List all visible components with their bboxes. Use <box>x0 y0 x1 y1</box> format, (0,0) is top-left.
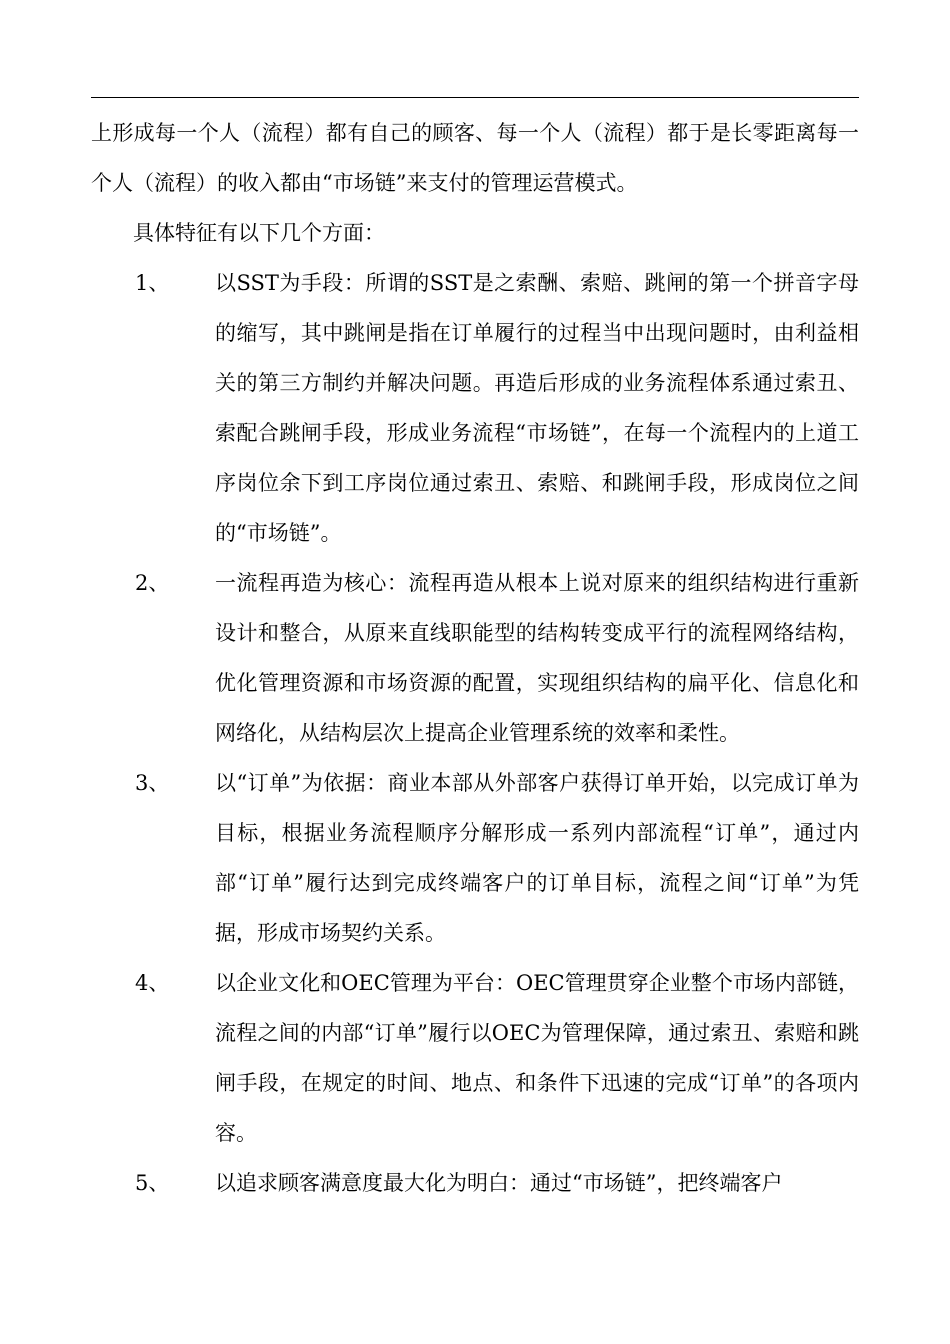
header-rule <box>91 97 859 98</box>
list-text: 以“订单”为依据：商业本部从外部客户获得订单开始，以完成订单为目标，根据业务流程顺序分解形成一系列内部流程“订单”，通过内部“订单”履行达到完成终端客户的订单目标，流程之间“订单”为凭据，形成市场契约关系。 <box>215 771 859 945</box>
list-number: 3、 <box>135 771 170 795</box>
paragraph-features-intro: 具体特征有以下几个方面： <box>133 221 385 245</box>
paragraph-continuation: 上形成每一个人（流程）都有自己的顾客、每一个人（流程）都于是长零距离每一个人（流程）的收入都由“市场链”来支付的管理运营模式。 <box>91 121 859 195</box>
list-text: 以企业文化和OEC管理为平台：OEC管理贯穿企业整个市场内部链，流程之间的内部“订单”履行以OEC为管理保障，通过索丑、索赔和跳闸手段，在规定的时间、地点、和条件下迅速的完成“订单”的各项内容。 <box>215 971 859 1145</box>
list-text: 以SST为手段：所谓的SST是之索酬、索赔、跳闸的第一个拼音字母的缩写，其中跳闸是指在订单履行的过程当中出现问题时，由利益相关的第三方制约并解决问题。再造后形成的业务流程体系通过索丑、索配合跳闸手段，形成业务流程“市场链”，在每一个流程内的上道工序岗位余下到工序岗位通过索丑、索赔、和跳闸手段，形成岗位之间的“市场链”。 <box>215 271 859 545</box>
list-item-5 <box>91 1158 859 1208</box>
list-item-4 <box>91 958 859 1158</box>
list-number: 4、 <box>135 971 170 995</box>
list-item-3 <box>91 758 859 958</box>
document-body <box>91 108 859 1208</box>
list-number: 5、 <box>135 1171 170 1195</box>
list-item-2 <box>91 558 859 758</box>
list-text: 一流程再造为核心：流程再造从根本上说对原来的组织结构进行重新设计和整合，从原来直线职能型的结构转变成平行的流程网络结构，优化管理资源和市场资源的配置，实现组织结构的扁平化、信息化和网络化，从结构层次上提高企业管理系统的效率和柔性。 <box>215 571 859 745</box>
list-item-1 <box>91 258 859 558</box>
list-number: 1、 <box>135 271 170 295</box>
list-text: 以追求顾客满意度最大化为明白：通过“市场链”，把终端客户 <box>215 1171 783 1195</box>
list-number: 2、 <box>135 571 170 595</box>
